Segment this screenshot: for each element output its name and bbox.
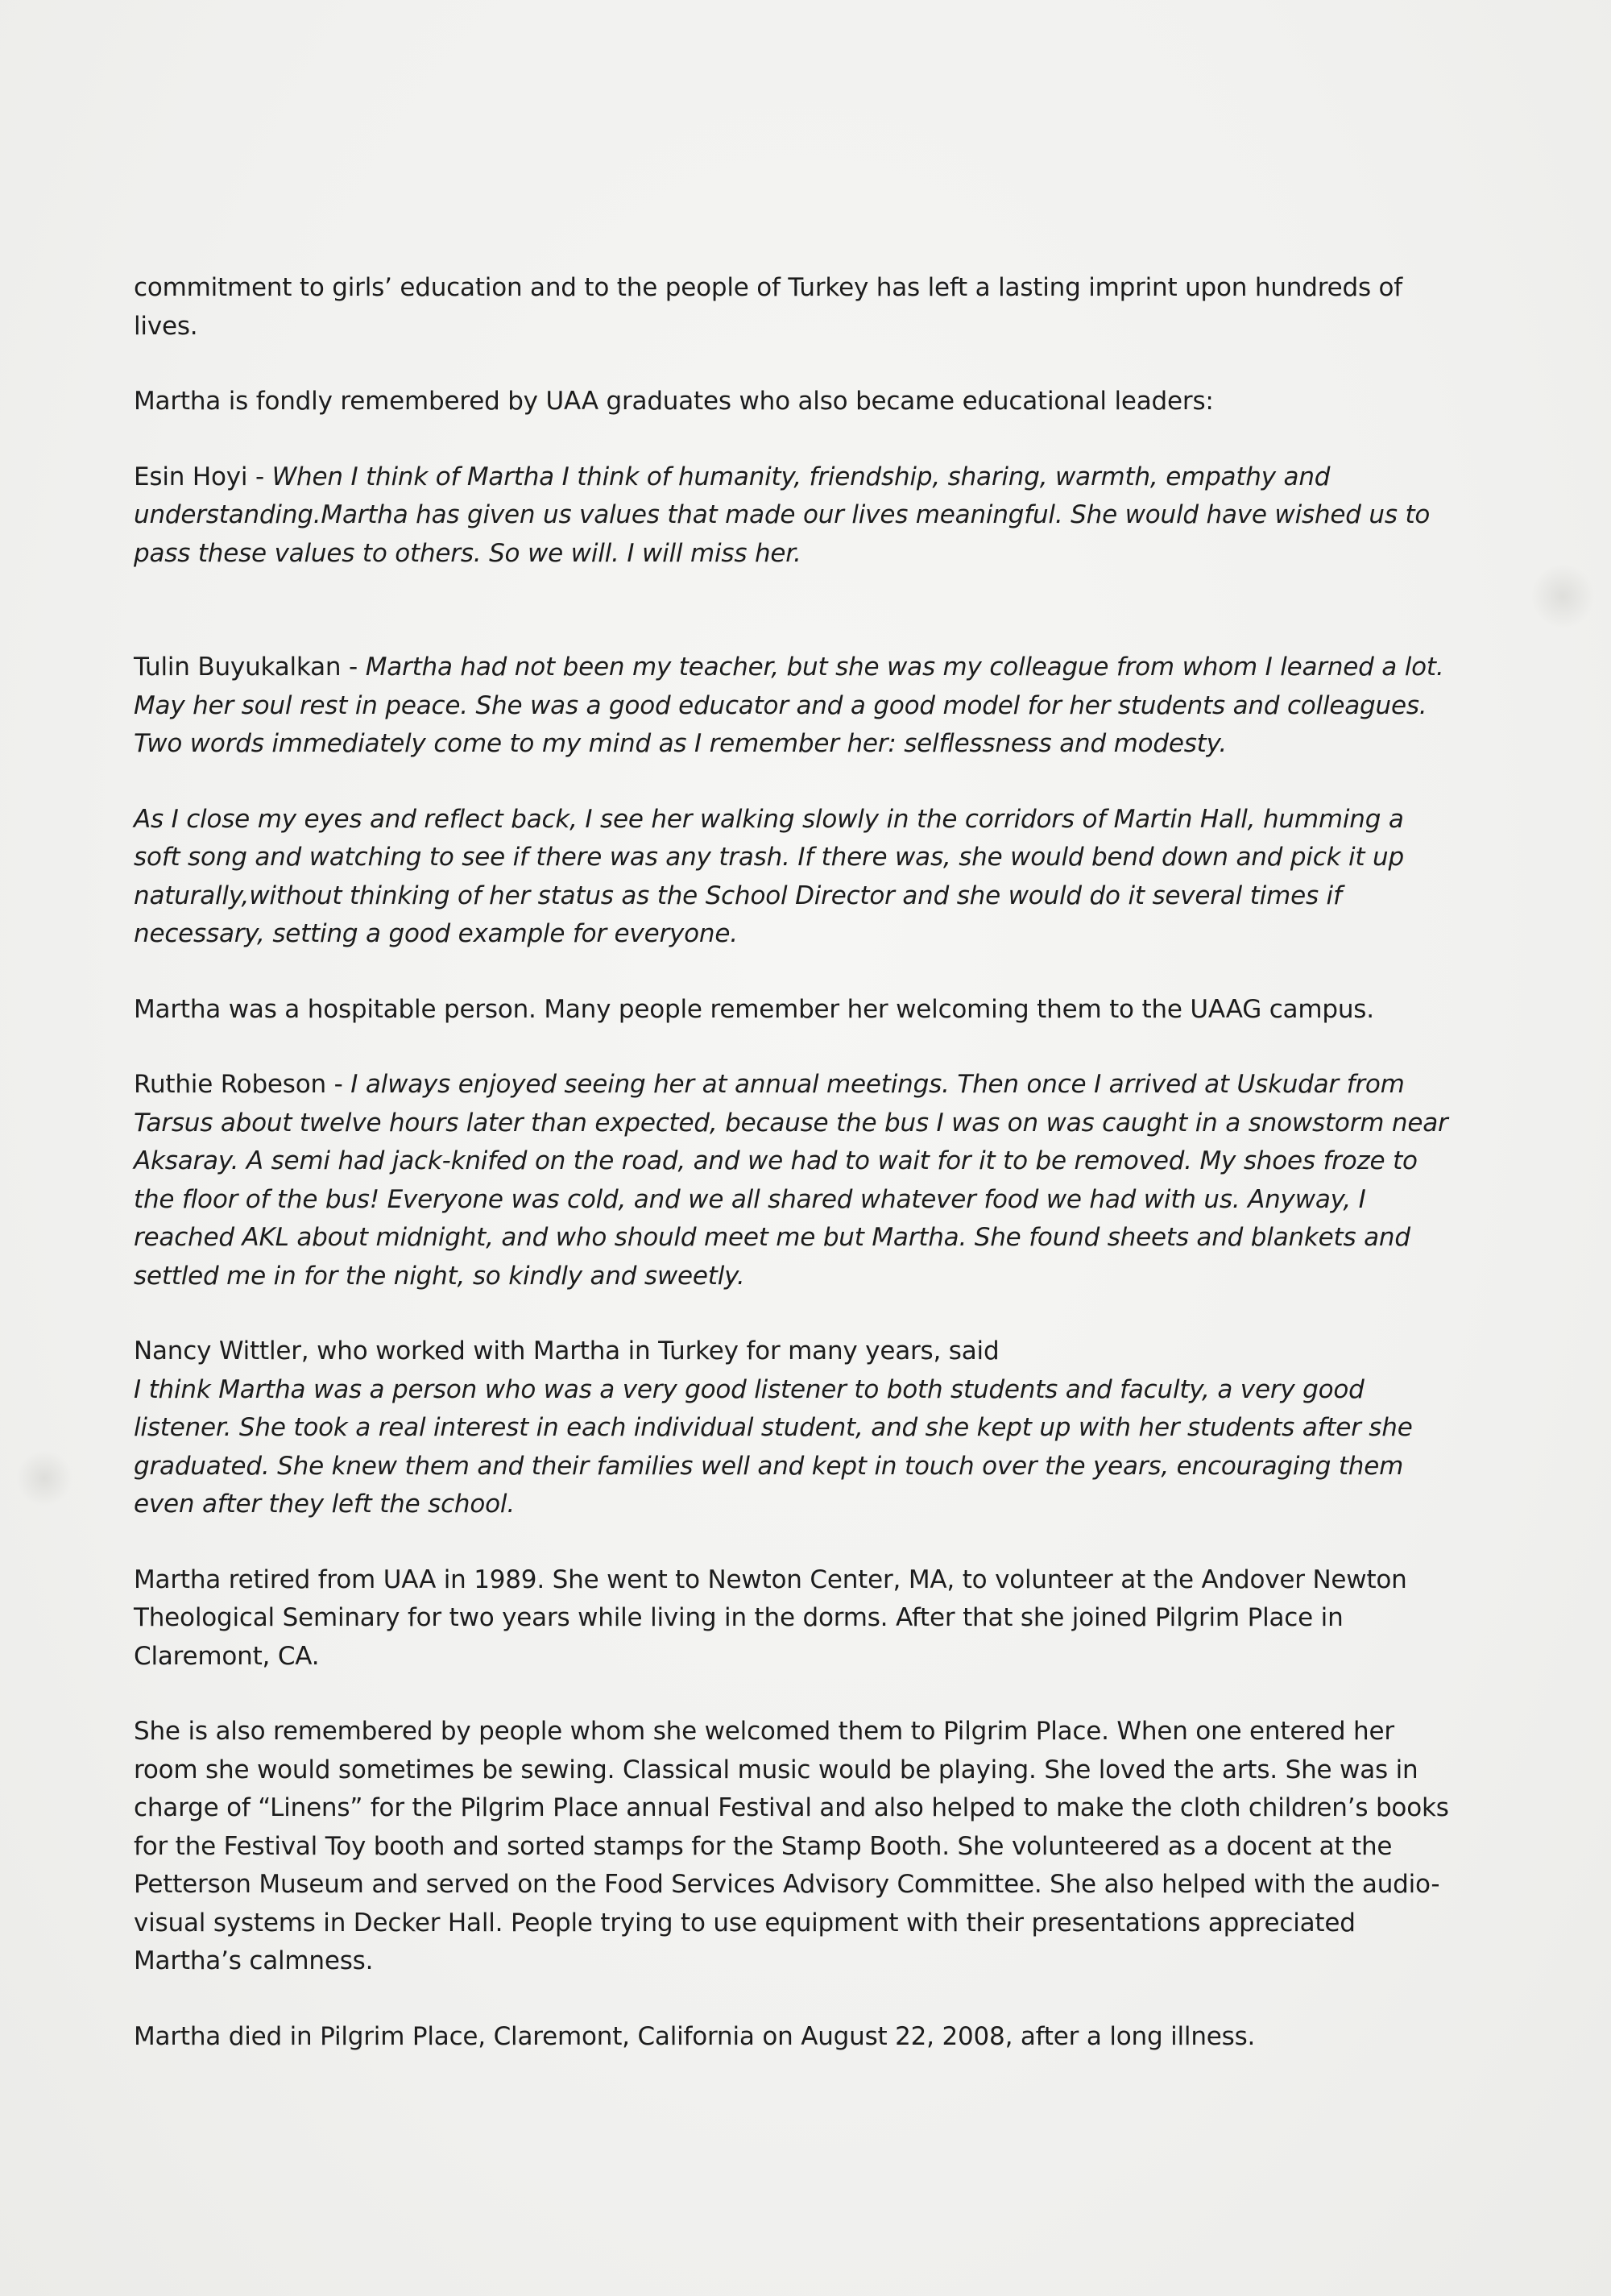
paragraph-hospitable bbox=[134, 991, 1455, 1030]
paragraph-text: She is also remembered by people whom she welcomed them to Pilgrim Place. When one entered her room she would sometimes be sewing. Classical music would be playing. She loved the arts. She was in charge of “Linens” for the Pilgrim Place annual Festival and also helped to make the cloth children’s books for the Festival Toy booth and sorted stamps for the Stamp Booth. She volunteered as a docent at the Petterson Museum and served on the Food Services Advisory Committee. She also helped with the audio-visual systems in Decker Hall. People trying to use equipment with their presentations appreciated Martha’s calmness. bbox=[134, 1717, 1449, 1975]
quote-text: Martha had not been my teacher, but she was my colleague from whom I learned a lot. May her soul rest in peace. She was a good educator and a good model for her students and colleagues. Two words immediately come to my mind as I remember her: selflessness and modesty. bbox=[134, 653, 1444, 758]
paragraph-remembered-intro bbox=[134, 383, 1455, 421]
paragraph-martin-hall bbox=[134, 801, 1455, 954]
paper-smudge bbox=[16, 1450, 72, 1506]
paragraph-retired bbox=[134, 1561, 1455, 1676]
paragraph-ruthie-robeson bbox=[134, 1066, 1455, 1295]
paper-smudge bbox=[1530, 564, 1595, 628]
speaker-name: Tulin Buyukalkan - bbox=[134, 653, 366, 682]
document-page bbox=[134, 269, 1455, 2056]
paragraph-text: Martha is fondly remembered by UAA graduates who also became educational leaders: bbox=[134, 387, 1214, 416]
quote-text: I always enjoyed seeing her at annual meetings. Then once I arrived at Uskudar from Tarsus about twelve hours later than expected, because the bus I was on was caught in a snowstorm near Aksaray. A semi had jack-knifed on the road, and we had to wait for it to be removed. My shoes froze to the floor of the bus! Everyone was cold, and we all shared whatever food we had with us. Anyway, I reached AKL about midnight, and who should meet me but Martha. She found sheets and blankets and settled me in for the night, so kindly and sweetly. bbox=[134, 1070, 1448, 1291]
speaker-intro: Nancy Wittler, who worked with Martha in Turkey for many years, said bbox=[134, 1337, 1000, 1366]
paragraph-commitment bbox=[134, 269, 1455, 346]
quote-text: As I close my eyes and reflect back, I see her walking slowly in the corridors of Martin Hall, humming a soft song and watching to see if there was any trash. If there was, she would bend down and pick it up naturally,without thinking of her status as the School Director and she would do it several times if necessary, setting a good example for everyone. bbox=[134, 804, 1404, 948]
paragraph-death bbox=[134, 2018, 1455, 2057]
paragraph-pilgrim-place bbox=[134, 1713, 1455, 1981]
paragraph-tulin-buyukalkan bbox=[134, 649, 1455, 764]
speaker-name: Esin Hoyi - bbox=[134, 462, 272, 491]
paragraph-text: Martha was a hospitable person. Many people remember her welcoming them to the UAAG campus. bbox=[134, 994, 1374, 1024]
paragraph-esin-hoyi bbox=[134, 458, 1455, 574]
speaker-name: Ruthie Robeson - bbox=[134, 1070, 351, 1099]
quote-text: I think Martha was a person who was a very good listener to both students and faculty, a very good listener. She took a real interest in each individual student, and she kept up with her students after she graduated. She knew them and their families well and kept in touch over the years, encouraging them even after they left the school. bbox=[134, 1374, 1413, 1519]
quote-text: When I think of Martha I think of humanity, friendship, sharing, warmth, empathy and understanding.Martha has given us values that made our lives meaningful. She would have wished us to pass these values to others. So we will. I will miss her. bbox=[134, 462, 1431, 568]
paragraph-nancy-wittler bbox=[134, 1332, 1455, 1524]
paragraph-text: Martha retired from UAA in 1989. She went to Newton Center, MA, to volunteer at the Andover Newton Theological Seminary for two years while living in the dorms. After that she joined Pilgrim Place in Claremont, CA. bbox=[134, 1565, 1407, 1671]
paragraph-text: commitment to girls’ education and to the people of Turkey has left a lasting imprint upon hundreds of lives. bbox=[134, 273, 1403, 341]
paragraph-text: Martha died in Pilgrim Place, Claremont, California on August 22, 2008, after a long illness. bbox=[134, 2021, 1256, 2051]
